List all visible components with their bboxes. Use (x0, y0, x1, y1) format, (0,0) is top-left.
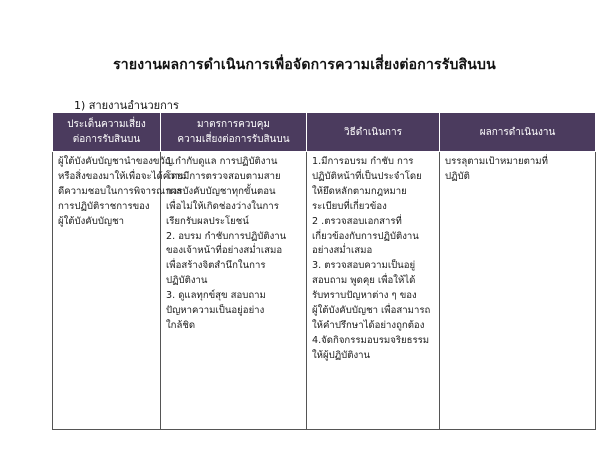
cell-text-line: ระเบียบที่เกี่ยวข้อง (312, 200, 387, 212)
cell-text-line: ให้คำปรึกษาได้อย่างถูกต้อง (312, 319, 425, 331)
cell-results (440, 152, 596, 430)
cell-text-line: หรือสิ่งของมาให้เพื่อจะได้ความ (58, 170, 187, 182)
cell-text-line: ปฏิบัติงาน (166, 275, 208, 287)
cell-measures (161, 152, 307, 430)
report-title: รายงานผลการดำเนินการเพื่อจัดการความเสี่ยงต่อการรับสินบน (113, 57, 496, 73)
cell-text-line: ผู้ใต้บังคับบัญชา (58, 215, 124, 227)
header-results-line: ผลการดำเนินงาน (479, 126, 556, 138)
cell-text-line: การบังคับบัญชาทุกขั้นตอน (166, 185, 276, 197)
risk-table (52, 112, 596, 430)
cell-text-line: 3. ดูแลทุกข์สุข สอบถาม (166, 290, 266, 302)
cell-methods (307, 152, 440, 430)
header-risk (53, 113, 161, 152)
cell-text-line: เพื่อสร้างจิตสำนึกในการ (166, 260, 266, 272)
header-measures (161, 113, 307, 152)
header-risk-line: ต่อการรับสินบน (72, 134, 141, 145)
header-methods-line: วิธีดำเนินการ (344, 126, 402, 138)
cell-text-line: 1.กำกับดูแล การปฏิบัติงาน (166, 156, 278, 167)
cell-text-line: ปฏิบัติหน้าที่เป็นประจำโดย (312, 170, 422, 182)
table-header-row (53, 113, 596, 152)
cell-text-line: 4.จัดกิจกรรมอบรมจริยธรรม (312, 334, 430, 346)
cell-text-line: สอบถาม พูดคุย เพื่อให้ได้ (312, 275, 416, 287)
cell-text-line: เรียกรับผลประโยชน์ (166, 215, 249, 227)
header-measures-line: ความเสี่ยงต่อการรับสินบน (177, 134, 290, 145)
cell-text-line: ให้ยึดหลักตามกฎหมาย (312, 185, 407, 197)
header-methods (307, 113, 440, 152)
cell-text-line: ผู้ใต้บังคับบัญชานำของขวัญ (58, 156, 174, 167)
cell-text-line: ใกล้ชิด (166, 319, 196, 331)
cell-text-line: เพื่อไม่ให้เกิดช่องว่างในการ (166, 200, 279, 212)
cell-text-line: 2 .ตรวจสอบเอกสารที่ (312, 215, 402, 227)
cell-text-line: ผู้ใต้บังคับบัญชา เพื่อสามารถ (312, 305, 431, 317)
cell-text-line: โดยมีการตรวจสอบตามสาย (166, 170, 281, 182)
cell-text-line: การปฏิบัติราชการของ (58, 200, 150, 212)
header-measures-line: มาตรการควบคุม (196, 119, 271, 130)
cell-text-line: ดีความชอบในการพิจารณาผล (58, 185, 182, 197)
header-results (440, 113, 596, 152)
cell-text-line: อย่างสม่ำเสมอ (312, 245, 373, 257)
header-risk-line: ประเด็นความเสี่ยง (67, 119, 146, 130)
section-title: 1) สายงานอำนวยการ (74, 99, 179, 112)
cell-text-line: 3. ตรวจสอบความเป็นอยู่ (312, 260, 416, 272)
cell-text-line: บรรลุตามเป้าหมายตามที่ (445, 156, 548, 167)
cell-text-line: เกี่ยวข้องกับการปฏิบัติงาน (312, 230, 419, 242)
cell-text-line: รับทราบปัญหาต่าง ๆ ของ (312, 290, 417, 302)
cell-text-line: ปัญหาความเป็นอยู่อย่าง (166, 305, 265, 317)
cell-text-line: 2. อบรม กำชับการปฏิบัติงาน (166, 230, 287, 242)
cell-text-line: ปฏิบัติ (445, 170, 470, 182)
cell-text-line: ให้ผู้ปฏิบัติงาน (312, 349, 371, 361)
risk-table-container (52, 112, 595, 430)
table-row (53, 152, 596, 430)
cell-text-line: ของเจ้าหน้าที่อย่างสม่ำเสมอ (166, 245, 283, 257)
cell-text-line: 1.มีการอบรม กำชับ การ (312, 156, 414, 167)
